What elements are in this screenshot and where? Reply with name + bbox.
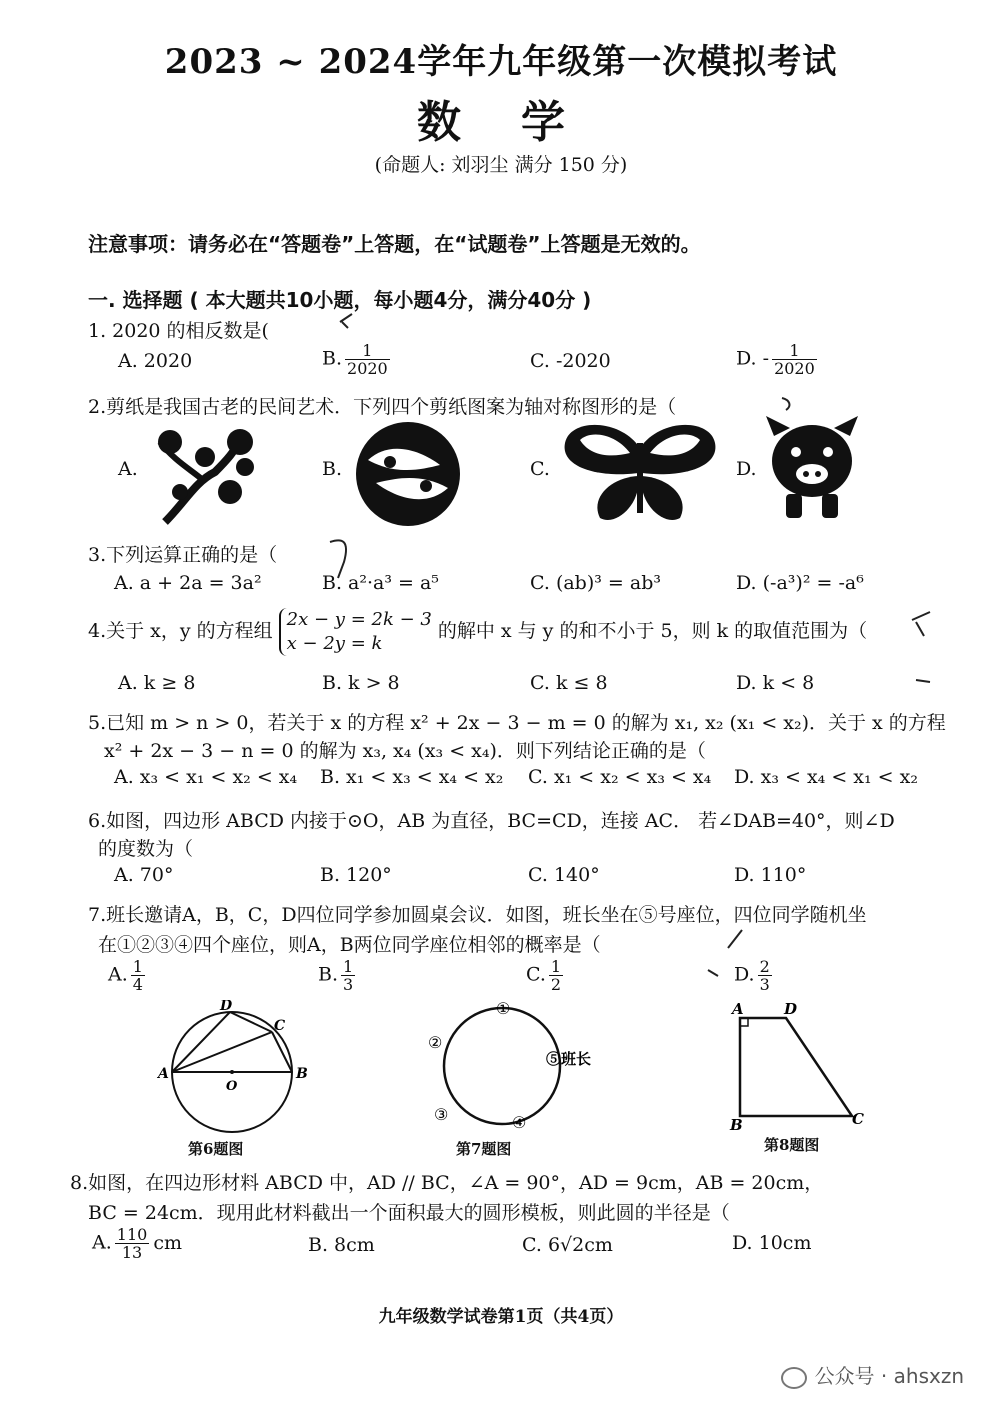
q4-option-d: D. k < 8: [736, 672, 815, 694]
exam-title: 2023 ~ 2024学年九年级第一次模拟考试: [164, 42, 838, 82]
section-heading: 一. 选择题 ( 本大题共10小题，每小题4分，满分40分 ): [88, 288, 592, 312]
figure-6-caption: 第6题图: [188, 1140, 244, 1158]
q2-option-c: C.: [530, 458, 550, 480]
q1-option-b: B. $\frac{1}{2020}$: [322, 341, 388, 378]
q8-option-b: B. 8cm: [308, 1234, 375, 1256]
seat-4: ④: [512, 1113, 527, 1132]
seat-1: ①: [496, 999, 511, 1018]
q4-option-c: C. k ≤ 8: [530, 672, 608, 694]
q2-option-a: A.: [118, 458, 138, 480]
q3-option-c: C. (ab)³ = ab³: [530, 572, 661, 594]
label-a: A: [732, 1000, 744, 1018]
notice: 注意事项：请务必在“答题卷”上答题，在“试题卷”上答题是无效的。: [88, 232, 701, 256]
q7-option-b: B. $\frac{1}{3}$: [318, 957, 354, 994]
seat-3: ③: [434, 1105, 449, 1124]
q3-option-a: A. a + 2a = 3a²: [114, 572, 262, 594]
q6-line1: 6.如图，四边形 ABCD 内接于⊙O，AB 为直径，BC=CD，连接 AC． 若∠DAB=40°，则∠D: [88, 810, 895, 832]
equation-system: 2x − y = 2k − 3 x − 2y = k: [279, 608, 432, 656]
subject-title: 数学: [417, 97, 625, 148]
label-d: D: [220, 1000, 233, 1014]
figure-8-caption: 第8题图: [764, 1136, 820, 1154]
q3-option-b: B. a²·a³ = a⁵: [322, 572, 439, 594]
q4-option-b: B. k > 8: [322, 672, 400, 694]
q4-option-a: A. k ≥ 8: [118, 672, 196, 694]
q5-option-d: D. x₃ < x₄ < x₁ < x₂: [734, 766, 918, 788]
q6-option-b: B. 120°: [320, 864, 392, 886]
label-b: B: [296, 1066, 308, 1082]
q7-option-c: C. $\frac{1}{2}$: [526, 957, 562, 994]
label-a: A: [158, 1066, 169, 1082]
q4-stem: 4.关于 x，y 的方程组 2x − y = 2k − 3 x − 2y = k 的解中 x 与 y 的和不小于 5，则 k 的取值范围为（: [88, 609, 868, 654]
q5-option-b: B. x₁ < x₃ < x₄ < x₂: [320, 766, 504, 788]
watermark: 公众号 · ahsxzn: [781, 1360, 964, 1389]
q1-stem: 1. 2020 的相反数是(: [88, 320, 269, 342]
q3-stem: 3.下列运算正确的是（: [88, 544, 278, 566]
q7-line2: 在①②③④四个座位，则A，B两位同学座位相邻的概率是（: [98, 934, 601, 956]
seat-5-monitor: ⑤班长: [546, 1050, 592, 1068]
q6-option-c: C. 140°: [528, 864, 600, 886]
label-b: B: [730, 1116, 743, 1134]
q8-option-c: C. 6√2cm: [522, 1234, 613, 1256]
q1-option-c: C. -2020: [530, 350, 611, 372]
q2-stem: 2.剪纸是我国古老的民间艺术．下列四个剪纸图案为轴对称图形的是（: [88, 396, 677, 418]
q5-option-a: A. x₃ < x₁ < x₂ < x₄: [114, 766, 298, 788]
author-line: (命题人: 刘羽尘 满分 150 分): [374, 154, 628, 176]
label-c: C: [274, 1018, 286, 1034]
q7-option-a: A. $\frac{1}{4}$: [108, 957, 143, 994]
q3-option-d: D. (-a³)² = -a⁶: [736, 572, 864, 594]
seat-2: ②: [428, 1033, 443, 1052]
q8-option-a: A. $\frac{110}{13}$ cm: [92, 1225, 182, 1262]
q1-option-a: A. 2020: [118, 350, 193, 372]
page-footer: 九年级数学试卷第1页（共4页）: [378, 1307, 624, 1327]
q5-line2: x² + 2x − 3 − n = 0 的解为 x₃, x₄ (x₃ < x₄)．则下列结论正确的是（: [104, 740, 706, 762]
q2-option-b: B.: [322, 458, 343, 480]
label-c: C: [852, 1110, 864, 1128]
q5-line1: 5.已知 m > n > 0，若关于 x 的方程 x² + 2x − 3 − m = 0 的解为 x₁, x₂ (x₁ < x₂)．关于 x 的方程: [88, 712, 946, 734]
q6-option-d: D. 110°: [734, 864, 807, 886]
label-o: O: [226, 1079, 238, 1094]
q8-line1: 8.如图，在四边形材料 ABCD 中，AD // BC，∠A = 90°，AD = 9cm，AB = 20cm，: [70, 1172, 824, 1194]
q7-line1: 7.班长邀请A，B，C，D四位同学参加圆桌会议．如图，班长坐在⑤号座位，四位同学随机坐: [88, 904, 867, 926]
q5-option-c: C. x₁ < x₂ < x₃ < x₄: [528, 766, 712, 788]
q1-option-d: D. - $\frac{1}{2020}$: [736, 341, 815, 378]
label-d: D: [784, 1000, 798, 1018]
figure-7-caption: 第7题图: [456, 1140, 512, 1158]
q6-line2: 的度数为（: [98, 838, 194, 860]
q8-option-d: D. 10cm: [732, 1232, 812, 1254]
q2-option-d: D.: [736, 458, 757, 480]
q6-option-a: A. 70°: [114, 864, 174, 886]
q8-line2: BC = 24cm．现用此材料截出一个面积最大的圆形模板，则此圆的半径是（: [88, 1202, 730, 1224]
wechat-icon: [781, 1367, 807, 1389]
q7-option-d: D. $\frac{2}{3}$: [734, 957, 770, 994]
